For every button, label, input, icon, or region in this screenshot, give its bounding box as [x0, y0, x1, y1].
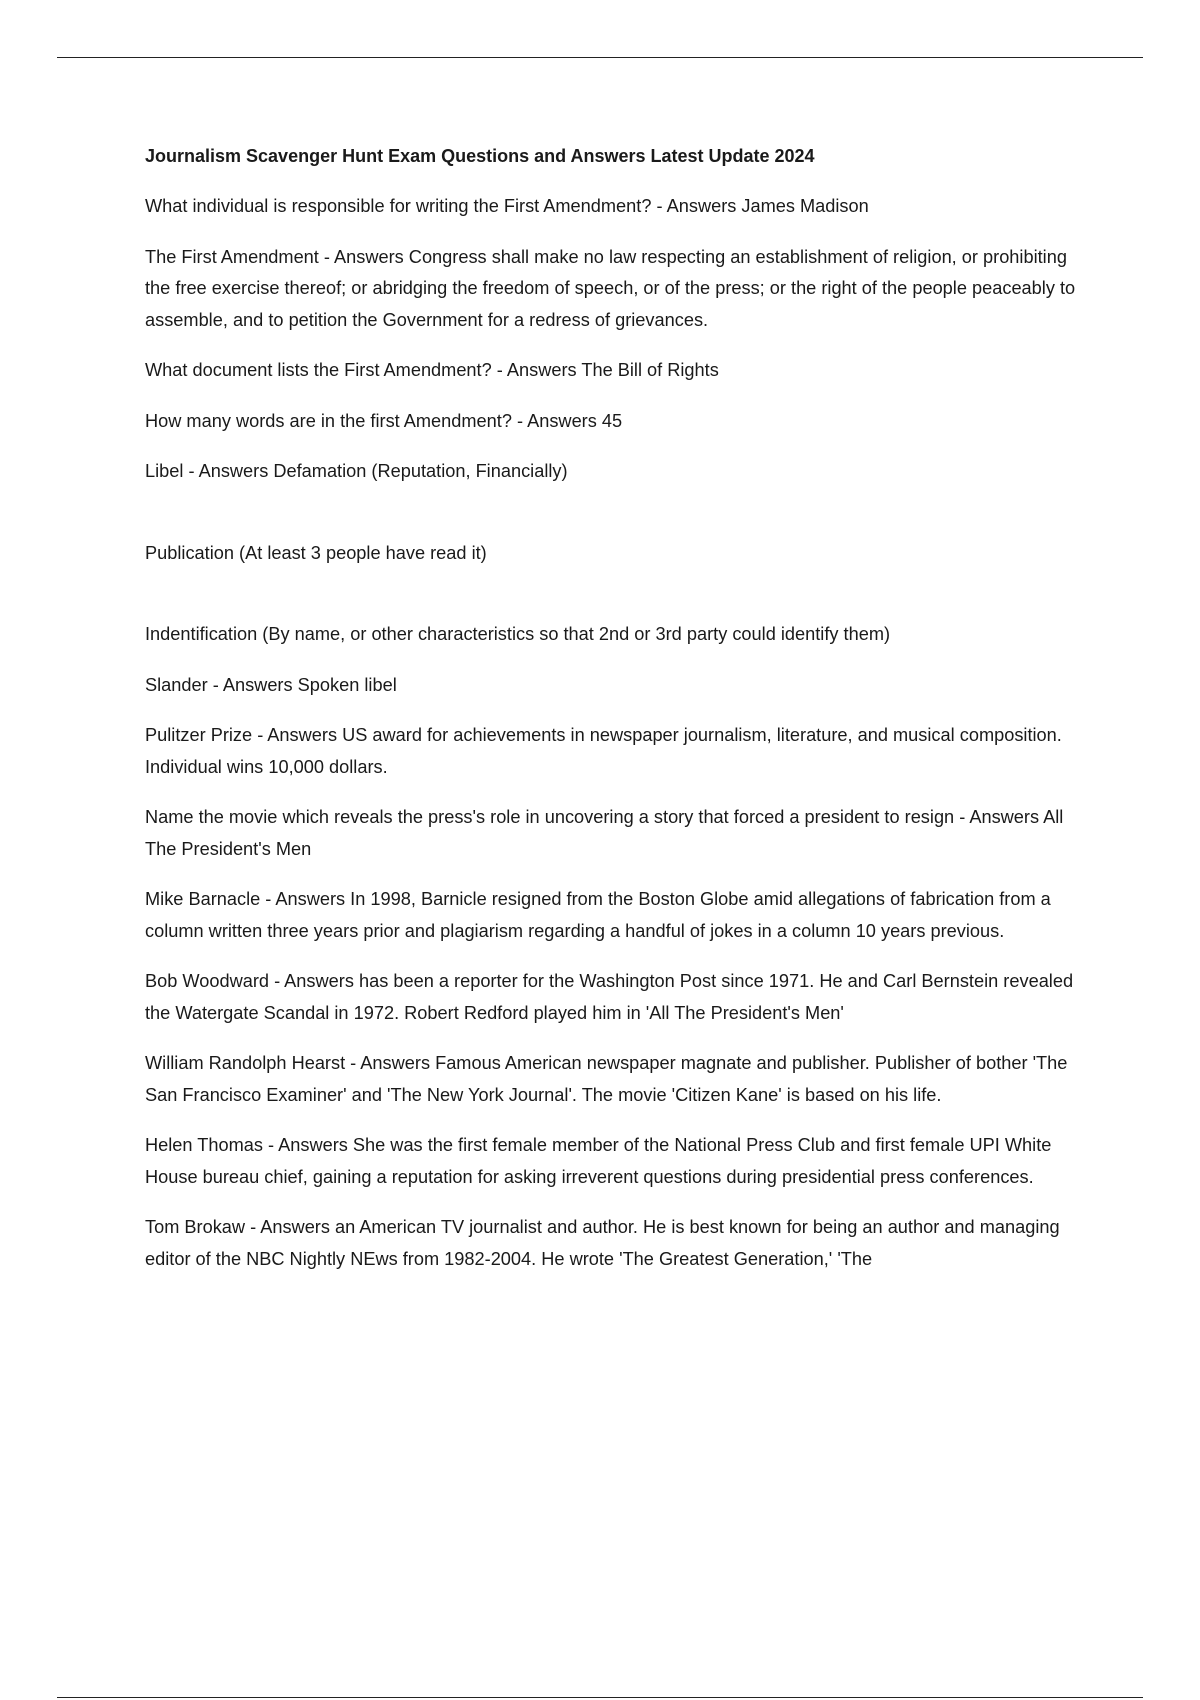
footer-rule [57, 1697, 1143, 1698]
paragraph-bob-woodward: Bob Woodward - Answers has been a reporter for the Washington Post since 1971. He and Carl Bernstein revealed the Watergate Scandal in 1972. Robert Redford played him in 'All The President's Men' [145, 971, 1074, 1023]
paragraph-identification: Indentification (By name, or other characteristics so that 2nd or 3rd party could identify them) [145, 624, 891, 644]
document-title: Journalism Scavenger Hunt Exam Questions and Answers Latest Update 2024 [145, 146, 815, 166]
paragraph-word-count: How many words are in the first Amendment? - Answers 45 [145, 410, 623, 431]
paragraph-tom-brokaw: Tom Brokaw - Answers an American TV journalist and author. He is best known for being an author and managing editor of the NBC Nightly NEws from 1982-2004. He wrote 'The Greatest Generation,' 'The [145, 1217, 1060, 1269]
paragraph-helen-thomas: Helen Thomas - Answers She was the first female member of the National Press Club and first female UPI White House bureau chief, gaining a reputation for asking irreverent questions during presidential press conferences. [145, 1135, 1052, 1187]
paragraph-slander: Slander - Answers Spoken libel [145, 674, 397, 695]
header-rule [57, 57, 1143, 58]
paragraph-first-amendment-text: The First Amendment - Answers Congress shall make no law respecting an establishment of religion, or prohibiting the free exercise thereof; or abridging the freedom of speech, or of the press; or the right of the people peaceably to assemble, and to petition the Government for a redress of grievances. [145, 246, 1076, 330]
paragraph-bill-of-rights: What document lists the First Amendment? - Answers The Bill of Rights [145, 360, 719, 380]
paragraph-mike-barnacle: Mike Barnacle - Answers In 1998, Barnicle resigned from the Boston Globe amid allegations of fabrication from a column written three years prior and plagiarism regarding a handful of jokes in a column 10 years previous. [145, 889, 1051, 941]
paragraph-publication: Publication (At least 3 people have read it) [145, 542, 487, 563]
paragraph-pulitzer-prize: Pulitzer Prize - Answers US award for achievements in newspaper journalism, literature, and musical composition. Individual wins 10,000 dollars. [145, 725, 1062, 777]
paragraph-first-amendment-author: What individual is responsible for writing the First Amendment? - Answers James Madison [145, 196, 869, 216]
document-body [145, 140, 1090, 1294]
paragraph-presidents-men: Name the movie which reveals the press's role in uncovering a story that forced a president to resign - Answers All The President's Men [145, 807, 1064, 859]
paragraph-william-hearst: William Randolph Hearst - Answers Famous American newspaper magnate and publisher. Publisher of bother 'The San Francisco Examiner' and 'The New York Journal'. The movie 'Citizen Kane' is based on his life. [145, 1053, 1068, 1105]
paragraph-libel: Libel - Answers Defamation (Reputation, Financially) [145, 461, 568, 481]
